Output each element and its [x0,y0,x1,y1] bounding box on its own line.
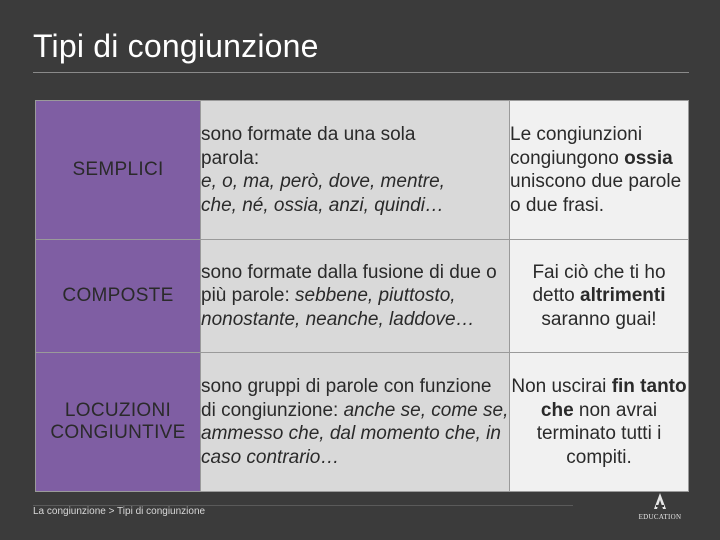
row-label: COMPOSTE [62,285,174,306]
example-conjunction: fin tanto che [540,376,687,421]
row-example [510,353,689,492]
education-logo [632,492,688,522]
row-label-line: CONGIUNTIVE [50,422,186,443]
example-words-line: che, né, ossia, anzi, quindi… [201,194,444,216]
example-text: saranno guai! [541,308,657,330]
row-label-locuzioni [36,353,201,492]
example-text: uniscono due parole o due frasi. [510,171,682,216]
row-example [510,240,689,353]
row-label-semplici [36,101,201,240]
slide-title: Tipi di congiunzione [33,28,319,64]
row-example [510,101,689,240]
footer-breadcrumb: La congiunzione > Tipi di congiunzione [33,506,206,517]
description-text: sono formate dalla fusione di due o più parole: [201,261,497,307]
conjunction-table [35,100,689,492]
example-words-line: e, o, ma, però, dove, mentre, [201,171,445,192]
logo-text: EDUCATION [638,513,682,521]
example-conjunction: ossia [624,147,673,169]
table-row [36,353,689,492]
example-words: sebbene, piuttosto, nonostante, neanche, laddove… [201,285,475,330]
row-label-composte [36,240,201,353]
example-text: Non uscirai [511,376,612,397]
row-label: SEMPLICI [72,159,164,180]
description-text: sono gruppi di parole con funzione di congiunzione: [201,376,492,421]
table-row [36,101,689,240]
table-row [36,240,689,353]
example-words: anche se, come se, ammesso che, dal momento che, in caso contrario… [201,399,509,468]
example-text: Le congiunzioni congiungono [510,124,643,169]
description-line: parola: [201,147,260,169]
example-text: non avrai terminato tutti i compiti. [536,399,662,468]
row-description [201,240,510,353]
example-conjunction: altrimenti [580,285,666,307]
example-text: Fai ciò che ti ho detto [532,261,666,307]
title-divider [33,72,689,73]
description-line: sono formate da una sola [201,124,416,145]
row-label-line: LOCUZIONI [64,400,172,421]
row-description [201,353,510,492]
row-description [201,101,510,240]
